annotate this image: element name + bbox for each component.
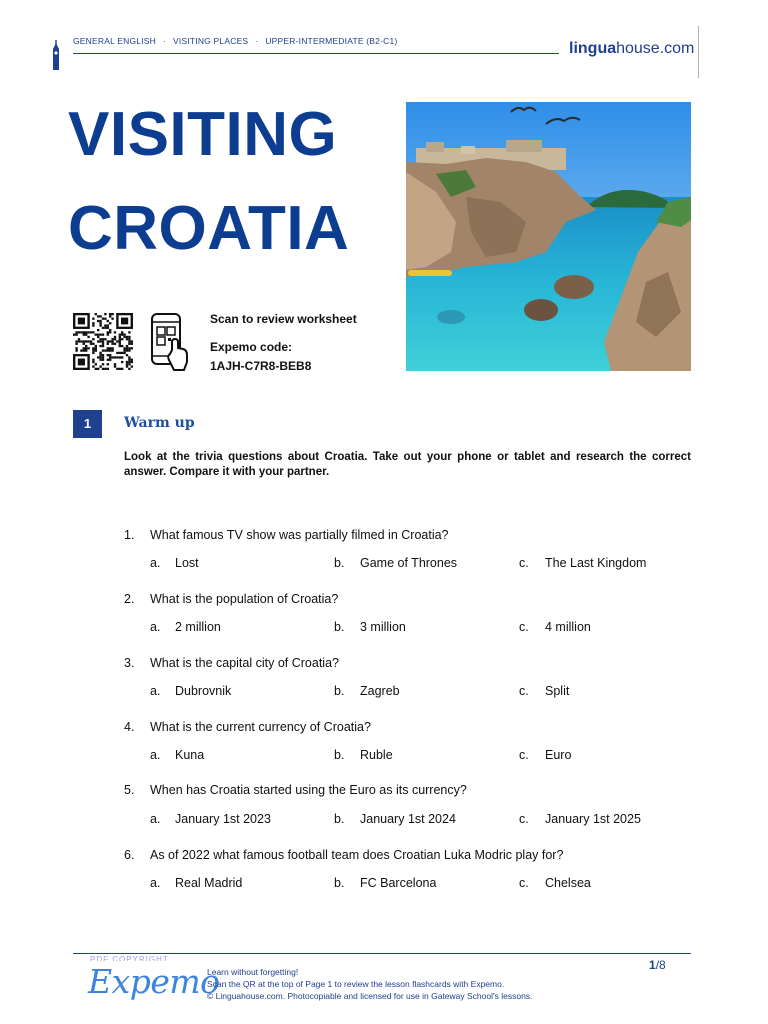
question-number: 5. (124, 783, 135, 797)
option-text: Lost (175, 556, 199, 570)
option-text: January 1st 2024 (360, 812, 456, 826)
question-number: 4. (124, 720, 135, 734)
header-vertical-divider (698, 26, 699, 78)
title-line-2: CROATIA (68, 194, 350, 263)
question-number: 1. (124, 528, 135, 542)
expemo-code-value: 1AJH-C7R8-BEB8 (210, 359, 312, 373)
breadcrumb (73, 36, 397, 46)
question-number: 2. (124, 592, 135, 606)
footer-watermark: PDF COPYRIGHT (90, 955, 169, 961)
question-text: What famous TV show was partially filmed in Croatia? (150, 528, 449, 542)
option-letter: b. (334, 620, 345, 634)
option-letter: a. (150, 556, 161, 570)
breadcrumb-separator: · (255, 36, 259, 46)
question-number: 6. (124, 848, 135, 862)
section-title: Warm up (124, 415, 195, 431)
footer-divider (73, 953, 691, 954)
option-letter: a. (150, 812, 161, 826)
option-text: 2 million (175, 620, 221, 634)
option-text: FC Barcelona (360, 876, 437, 890)
option-letter: b. (334, 556, 345, 570)
logo-light-part: house.com (616, 40, 695, 57)
option-letter: b. (334, 812, 345, 826)
option-letter: c. (519, 556, 529, 570)
option-letter: a. (150, 684, 161, 698)
option-text: 3 million (360, 620, 406, 634)
phone-qr-icon (150, 312, 190, 372)
footer-instruction: Scan the QR at the top of Page 1 to review the lesson flashcards with Expemo. (207, 979, 505, 989)
question-text: What is the current currency of Croatia? (150, 720, 371, 734)
option-text: Ruble (360, 748, 393, 762)
option-text: January 1st 2023 (175, 812, 271, 826)
question-text: What is the capital city of Croatia? (150, 656, 339, 670)
page-title (68, 88, 349, 276)
breadcrumb-level: GENERAL ENGLISH (73, 36, 156, 46)
option-text: 4 million (545, 620, 591, 634)
option-letter: c. (519, 684, 529, 698)
breadcrumb-topic: VISITING PLACES (173, 36, 249, 46)
option-letter: c. (519, 876, 529, 890)
option-text: Split (545, 684, 570, 698)
breadcrumb-grade: UPPER-INTERMEDIATE (B2-C1) (265, 36, 398, 46)
qr-code-icon (73, 313, 133, 370)
question-text: As of 2022 what famous football team does Croatian Luka Modric play for? (150, 848, 564, 862)
footer-tagline: Learn without forgetting! (207, 967, 299, 977)
tower-icon (50, 40, 62, 70)
option-text: The Last Kingdom (545, 556, 647, 570)
linguahouse-logo (569, 40, 694, 58)
question-number: 3. (124, 656, 135, 670)
title-line-1: VISITING (68, 100, 338, 169)
footer-copyright: © Linguahouse.com. Photocopiable and licensed for use in Gateway School's lessons. (207, 991, 533, 1001)
option-text: Real Madrid (175, 876, 243, 890)
option-letter: c. (519, 812, 529, 826)
page-current: 1 (649, 958, 656, 972)
option-text: Zagreb (360, 684, 400, 698)
question-text: What is the population of Croatia? (150, 592, 339, 606)
option-text: Chelsea (545, 876, 591, 890)
section-number-badge: 1 (73, 410, 102, 438)
logo-bold-part: lingua (569, 40, 617, 57)
option-text: Kuna (175, 748, 205, 762)
croatia-coast-photo (406, 102, 691, 371)
option-text: Dubrovnik (175, 684, 232, 698)
option-letter: b. (334, 684, 345, 698)
option-letter: c. (519, 748, 529, 762)
footer-notice (207, 966, 532, 1002)
option-text: Euro (545, 748, 572, 762)
expemo-logo: Expemo (88, 962, 220, 1001)
breadcrumb-separator: · (163, 36, 167, 46)
option-letter: a. (150, 748, 161, 762)
header-divider (73, 53, 559, 54)
option-letter: b. (334, 748, 345, 762)
option-letter: a. (150, 876, 161, 890)
option-letter: c. (519, 620, 529, 634)
page-number (649, 958, 666, 972)
option-text: Game of Thrones (360, 556, 458, 570)
page-total: /8 (655, 958, 666, 972)
question-text: When has Croatia started using the Euro as its currency? (150, 783, 467, 797)
option-letter: a. (150, 620, 161, 634)
scan-label: Scan to review worksheet (210, 312, 357, 326)
section-instructions: Look at the trivia questions about Croatia. Take out your phone or tablet and research the correct answer. Compare it with your partner. (124, 451, 691, 478)
expemo-code-label: Expemo code: (210, 340, 293, 354)
option-letter: b. (334, 876, 345, 890)
option-text: January 1st 2025 (545, 812, 641, 826)
